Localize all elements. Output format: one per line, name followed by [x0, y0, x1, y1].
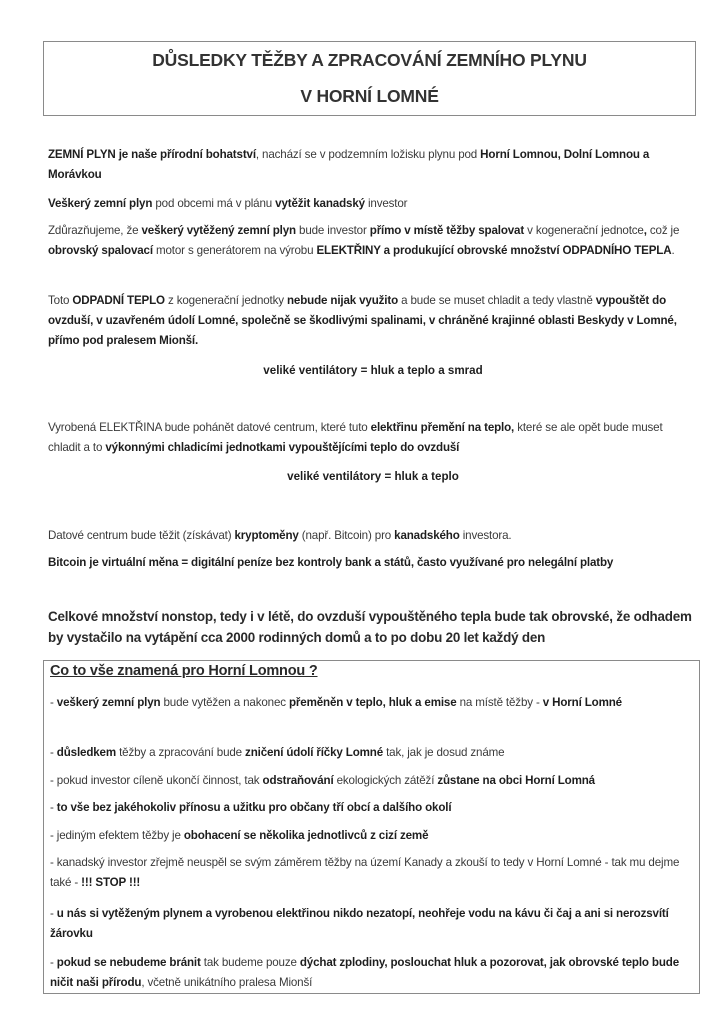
bold-text: zničení údolí říčky Lomné [245, 746, 384, 759]
bold-text: v Horní Lomné [542, 696, 622, 709]
list-item [50, 743, 698, 763]
paragraph-investor [48, 194, 698, 214]
bold-text: kanadského [394, 529, 460, 542]
text: - [50, 801, 57, 814]
bold-text: ELEKTŘINY a produkující obrovské množství ODPADNÍHO TEPLA [316, 244, 672, 257]
text: pro [374, 529, 395, 542]
bold-text: , [643, 224, 650, 237]
bold-text: vypouštět do ovzduší, v uzavřeném údolí Lomné, společně se škodlivými spalinami, v chráněné krajinné oblasti Beskydy v Lomné, přímo pod pralesem Mionší. [48, 294, 677, 347]
bold-text: veliké ventilátory = hluk a teplo a smrad [263, 364, 483, 377]
text: investor [364, 197, 408, 210]
text: bude investor [295, 224, 370, 237]
slogan-fans-1 [48, 361, 698, 381]
title-line-1: DŮSLEDKY TĚŽBY A ZPRACOVÁNÍ ZEMNÍHO PLYNU [152, 50, 587, 70]
paragraph-bitcoin [48, 553, 698, 573]
paragraph-electricity [48, 418, 698, 458]
list-item [50, 798, 698, 818]
bold-text: to vše bez jakéhokoliv přínosu a užitku pro občany tří obcí a dalšího okolí [56, 801, 452, 814]
text: Datové centrum bude těžit (získávat) [48, 529, 235, 542]
bold-text: pokud se nebudeme bránit [56, 956, 201, 969]
bold-text: vytěžit kanadský [275, 197, 365, 210]
text: pod obcemi má v plánu [152, 197, 276, 210]
bold-text: Veškerý zemní plyn [48, 197, 153, 210]
list-item [50, 771, 698, 791]
bold-text: veškerý vytěžený zemní plyn [141, 224, 296, 237]
paragraph-emphasis [48, 221, 698, 261]
slogan-fans-2 [48, 467, 698, 487]
bold-text: Bitcoin je virtuální měna = digitální peníze bez kontroly bank a států, často využívané pro nelegální platby [48, 556, 614, 569]
text: bude vytěžen a nakonec [160, 696, 289, 709]
text: na místě těžby - [456, 696, 543, 709]
text: Toto [48, 294, 73, 307]
text: - [50, 746, 57, 759]
text: tak budeme pouze [200, 956, 300, 969]
text: ekologických zátěží [333, 774, 438, 787]
bold-text: přeměněn v teplo, hluk a emise [288, 696, 457, 709]
paragraph-crypto [48, 526, 698, 546]
text: které se ale opět bude muset chladit a to [48, 421, 663, 454]
text: - jediným efektem těžby je [50, 829, 184, 842]
list-item [50, 904, 698, 944]
bold-text: elektřinu přemění na teplo, [370, 421, 515, 434]
bold-text: ODPADNÍ TEPLO [72, 294, 168, 307]
list-item [50, 953, 698, 993]
text: z kogenerační jednotky [167, 294, 287, 307]
text: - kanadský investor zřejmě neuspěl se svým záměrem těžby na území Kanady a zkouší to tedy v Horní Lomné - tak mu dejme také - [50, 856, 680, 889]
bold-text: Horní Lomnou, Dolní Lomnou a Morávkou [48, 148, 650, 181]
text: - [50, 956, 57, 969]
text: a bude se muset chladit a tedy vlastně [398, 294, 596, 307]
bold-text: kryptoměny [234, 529, 299, 542]
bold-text: přímo v místě těžby spalovat [369, 224, 525, 237]
text: tak, jak je dosud známe [383, 746, 505, 759]
bold-text: obrovský spalovací [48, 244, 153, 257]
text: motor s generátorem na výrobu [152, 244, 317, 257]
text: , nachází se v podzemním ložisku plynu pod [255, 148, 481, 161]
list-item [50, 853, 698, 893]
text: což je [649, 224, 680, 237]
text: (např. Bitcoin) [298, 529, 375, 542]
text: v kogenerační jednotce [524, 224, 644, 237]
bold-text: u nás si vytěženým plynem a vyrobenou elektřinou nikdo nezatopí, neohřeje vodu na kávu či čaj a ani si nerozsvítí žárovku [50, 907, 669, 940]
bold-text: zůstane na obci Horní Lomná [437, 774, 595, 787]
text: Zdůrazňujeme, že [48, 224, 142, 237]
text: , včetně unikátního pralesa Mionší [141, 976, 313, 989]
bold-text: ZEMNÍ PLYN je naše přírodní bohatství [48, 148, 256, 161]
text: těžby a zpracování bude [116, 746, 246, 759]
bold-text: obohacení se několika jednotlivců z cizí země [183, 829, 429, 842]
bold-text: nebude nijak využito [287, 294, 399, 307]
paragraph-waste-heat [48, 291, 698, 351]
text: Vyrobená ELEKTŘINA bude pohánět datové centrum, které tuto [48, 421, 371, 434]
bold-text: !!! STOP !!! [81, 876, 141, 889]
text: - [50, 696, 57, 709]
text: - [50, 907, 57, 920]
text: - pokud investor cíleně ukončí činnost, tak [50, 774, 263, 787]
bold-text: výkonnými chladicími jednotkami vypouštějícími teplo do ovzduší [105, 441, 460, 454]
title-box [43, 41, 696, 116]
bold-text: veliké ventilátory = hluk a teplo [287, 470, 459, 483]
list-item [50, 826, 698, 846]
bold-text: dýchat zplodiny, poslouchat hluk a pozorovat, jak obrovské teplo bude ničit naši přírodu [50, 956, 680, 989]
paragraph-total-heat: Celkové množství nonstop, tedy i v létě, do ovzduší vypouštěného tepla bude tak obrovské, že odhadem by vystačilo na vytápění cca 2000 rodinných domů a to po dobu 20 let každý den [48, 609, 692, 645]
impact-box-title: Co to vše znamená pro Horní Lomnou ? [50, 663, 318, 679]
list-item [50, 693, 698, 713]
bold-text: veškerý zemní plyn [56, 696, 161, 709]
bold-text: důsledkem [56, 746, 117, 759]
paragraph-natural-gas [48, 145, 698, 185]
title-line-2: V HORNÍ LOMNÉ [300, 86, 439, 106]
text: . [671, 244, 675, 257]
bold-text: odstraňování [262, 774, 334, 787]
text: investora. [459, 529, 512, 542]
